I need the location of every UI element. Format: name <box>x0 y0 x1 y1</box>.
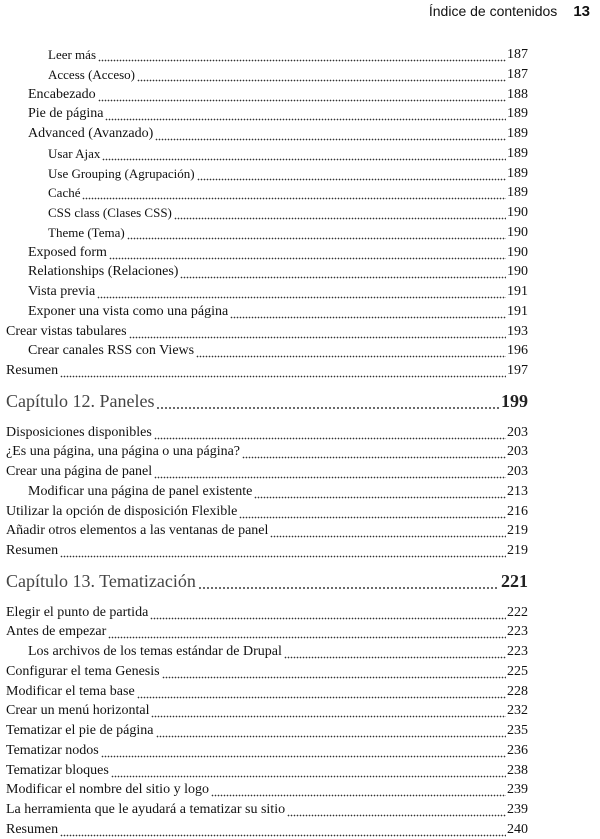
dot-leader <box>101 742 506 760</box>
toc-entry-label: Usar Ajax <box>48 145 101 161</box>
toc-entry-label: Tematizar nodos <box>6 742 99 758</box>
toc-entry-label: Resumen <box>6 363 59 378</box>
toc-entry-page: 219 <box>507 543 528 558</box>
toc-entry-label: Access (Acceso) <box>48 66 135 82</box>
dot-leader <box>102 145 506 163</box>
toc-entry-page: 222 <box>507 604 528 620</box>
dot-leader <box>196 342 506 360</box>
toc-entry <box>0 819 528 839</box>
toc-entry-page: 189 <box>507 185 528 201</box>
toc-entry <box>0 261 528 281</box>
toc-entry-label: Theme (Tema) <box>48 224 125 240</box>
dot-leader <box>98 46 506 64</box>
toc-entry-page: 189 <box>507 106 528 122</box>
toc-entry-page: 236 <box>507 742 528 758</box>
toc-entry <box>0 720 528 740</box>
toc-entry-page: 189 <box>507 145 528 161</box>
dot-leader <box>108 623 506 641</box>
toc-entry-label: Resumen <box>6 821 59 837</box>
dot-leader <box>154 463 506 481</box>
toc-entry-label: Resumen <box>6 543 59 558</box>
toc-entry <box>0 481 528 501</box>
toc-entry-label: Configurar el tema Genesis <box>6 663 160 679</box>
dot-leader <box>174 204 506 222</box>
toc-entry-page: 228 <box>507 683 528 699</box>
toc-entry <box>0 84 528 104</box>
toc-entry-label: Crear una página de panel <box>6 464 153 479</box>
dot-leader <box>129 323 506 341</box>
toc-entry <box>0 621 528 641</box>
toc-entry <box>0 799 528 819</box>
dot-leader <box>198 570 499 592</box>
toc-entry-page: 240 <box>507 821 528 837</box>
toc-entry <box>0 44 528 64</box>
toc-entry-page: 223 <box>507 644 528 659</box>
dot-leader <box>150 604 506 622</box>
toc-entry-page: 238 <box>507 762 528 778</box>
dot-leader <box>254 483 506 501</box>
toc-entry-page: 219 <box>507 523 528 539</box>
dot-leader <box>239 503 506 521</box>
dot-leader <box>60 362 506 380</box>
dot-leader <box>197 165 506 183</box>
toc-entry <box>0 182 528 202</box>
toc-entry <box>0 681 528 701</box>
toc-entry-label: Utilizar la opción de disposición Flexible <box>6 503 238 519</box>
running-header <box>429 3 590 23</box>
toc-entry-page: 199 <box>501 390 528 411</box>
toc-entry <box>0 222 528 242</box>
dot-leader <box>98 86 506 104</box>
toc-entry <box>0 143 528 163</box>
toc-entry <box>0 242 528 262</box>
toc-entry-label: La herramienta que le ayudará a tematizar su sitio <box>6 802 286 817</box>
dot-leader <box>137 683 506 701</box>
dot-leader <box>82 184 506 202</box>
toc-entry-label: Pie de página <box>28 106 104 122</box>
dot-leader <box>111 762 506 780</box>
toc-entry-page: 193 <box>507 323 528 339</box>
toc-entry-label: Modificar el tema base <box>6 683 135 699</box>
toc-entry-page: 203 <box>507 424 528 440</box>
toc-entry-page: 190 <box>507 264 528 280</box>
toc-entry-label: Exposed form <box>28 244 107 260</box>
toc-entry-label: Advanced (Avanzado) <box>28 126 154 141</box>
toc-entry <box>0 163 528 183</box>
toc-entry-label: ¿Es una página, una página o una página? <box>6 444 241 460</box>
toc-entry-page: 225 <box>507 663 528 679</box>
toc-entry <box>0 123 528 143</box>
toc-entry-label: Tematizar el pie de página <box>6 723 154 738</box>
toc-entry-label: Capítulo 13. Tematización <box>6 570 196 591</box>
toc-entry-label: Modificar una página de panel existente <box>28 483 253 499</box>
header-page-number: 13 <box>573 3 590 20</box>
toc-entry <box>0 540 528 560</box>
toc-entry-label: Crear canales RSS con Views <box>28 343 195 359</box>
dot-leader <box>109 244 506 262</box>
toc-entry-label: Capítulo 12. Paneles <box>6 390 155 411</box>
toc-entry <box>0 321 528 341</box>
dot-leader <box>154 424 506 442</box>
toc-entry-page: 239 <box>507 782 528 798</box>
toc-entry-label: Crear un menú horizontal <box>6 703 150 719</box>
toc-entry <box>0 202 528 222</box>
toc-entry-page: 189 <box>507 126 528 141</box>
toc-entry-page: 190 <box>507 244 528 260</box>
toc-entry-page: 239 <box>507 802 528 817</box>
toc-entry-label: Relationships (Relaciones) <box>28 264 179 280</box>
toc-entry-label: CSS class (Clases CSS) <box>48 205 172 220</box>
toc-entry <box>0 779 528 799</box>
dot-leader <box>287 801 506 819</box>
toc-entry-page: 188 <box>507 86 528 102</box>
toc-entry <box>0 301 528 321</box>
toc-entry-label: Tematizar bloques <box>6 762 109 778</box>
dot-leader <box>155 125 506 143</box>
toc-entry-page: 213 <box>507 483 528 499</box>
toc-entry-page: 196 <box>507 343 528 359</box>
toc-entry-label: Caché <box>48 185 81 201</box>
toc-entry-page: 190 <box>507 224 528 240</box>
toc-entry <box>0 760 528 780</box>
toc-entry <box>0 422 528 442</box>
toc-entry <box>0 64 528 84</box>
toc-entry-page: 235 <box>507 723 528 738</box>
toc-entry-page: 203 <box>507 464 528 479</box>
toc-entry <box>0 103 528 123</box>
toc-entry-page: 187 <box>507 66 528 82</box>
dot-leader <box>180 263 506 281</box>
toc-entry <box>0 602 528 622</box>
toc-entry <box>0 281 528 301</box>
toc-entry-label: Exponer una vista como una página <box>28 303 229 319</box>
dot-leader <box>60 821 506 839</box>
dot-leader <box>242 443 506 461</box>
toc-entry-label: Los archivos de los temas estándar de Drupal <box>28 644 282 659</box>
dot-leader <box>97 283 506 301</box>
toc-entry <box>0 360 528 380</box>
toc-entry-label: Encabezado <box>28 86 96 102</box>
toc-entry-page: 191 <box>507 303 528 319</box>
dot-leader <box>156 722 507 740</box>
toc-entry-label: Elegir el punto de partida <box>6 604 149 620</box>
dot-leader <box>151 702 506 720</box>
dot-leader <box>156 390 499 412</box>
toc-entry-label: Vista previa <box>28 284 96 299</box>
toc-entry-label: Crear vistas tabulares <box>6 323 127 339</box>
toc-entry <box>0 340 528 360</box>
toc-entry-label: Leer más <box>48 47 97 62</box>
toc-entry-page: 223 <box>507 624 528 640</box>
toc-entry <box>0 740 528 760</box>
dot-leader <box>211 781 506 799</box>
dot-leader <box>284 643 506 661</box>
toc-chapter-heading <box>0 568 528 592</box>
toc-entry-page: 197 <box>507 363 528 378</box>
toc-entry <box>0 520 528 540</box>
toc-entry-page: 216 <box>507 503 528 519</box>
toc-entry <box>0 700 528 720</box>
toc-entry-label: Modificar el nombre del sitio y logo <box>6 782 209 798</box>
toc-entry-page: 190 <box>507 205 528 220</box>
dot-leader <box>137 66 506 84</box>
dot-leader <box>60 542 506 560</box>
toc-entry-page: 221 <box>501 570 528 591</box>
header-title: Índice de contenidos <box>428 3 558 19</box>
dot-leader <box>230 303 506 321</box>
toc-entry-label: Antes de empezar <box>6 624 107 640</box>
dot-leader <box>270 522 506 540</box>
toc-entry-page: 187 <box>507 47 528 62</box>
toc-entry-label: Use Grouping (Agrupación) <box>48 165 195 181</box>
toc-entry <box>0 461 528 481</box>
toc-entry-page: 189 <box>507 165 528 181</box>
toc-entry-page: 191 <box>507 284 528 299</box>
dot-leader <box>127 224 506 242</box>
toc-entry <box>0 641 528 661</box>
toc-entry-label: Añadir otros elementos a las ventanas de panel <box>6 523 269 539</box>
toc-entry <box>0 441 528 461</box>
toc-entry-page: 232 <box>507 703 528 719</box>
toc-chapter-heading <box>0 388 528 412</box>
toc-entry-label: Disposiciones disponibles <box>6 424 152 440</box>
dot-leader <box>105 105 506 123</box>
dot-leader <box>162 663 506 681</box>
toc-entry <box>0 661 528 681</box>
toc-entry-page: 203 <box>507 444 528 460</box>
toc-entry <box>0 501 528 521</box>
